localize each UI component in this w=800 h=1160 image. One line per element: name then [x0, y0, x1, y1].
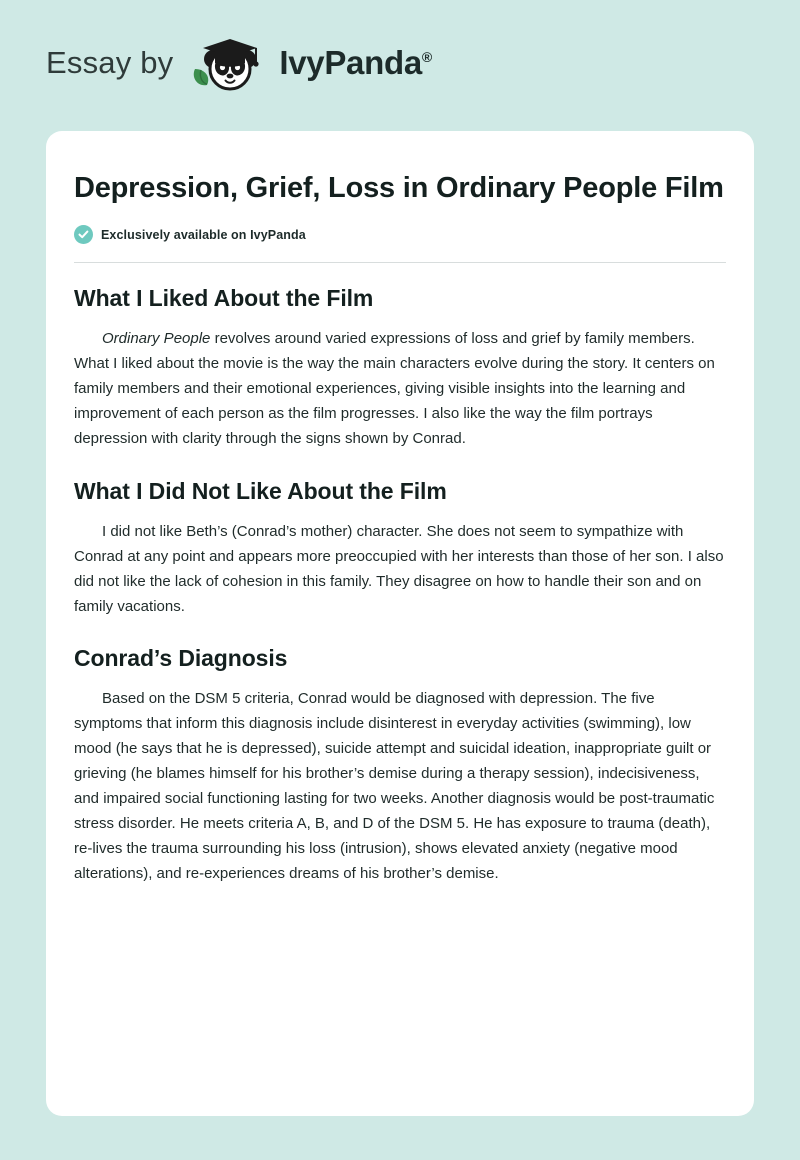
section-heading-disliked: What I Did Not Like About the Film [74, 477, 447, 504]
section-heading-diagnosis: Conrad’s Diagnosis [74, 644, 288, 671]
exclusive-badge [74, 225, 726, 244]
exclusive-label: Exclusively available on IvyPanda [101, 227, 306, 242]
page-title: Depression, Grief, Loss in Ordinary People Film [74, 172, 724, 204]
ivypanda-logo[interactable] [187, 33, 432, 93]
section-heading-liked: What I Liked About the Film [74, 285, 374, 312]
film-title-italic: Ordinary People [102, 330, 211, 348]
section-paragraph-disliked: I did not like Beth’s (Conrad’s mother) character. She does not seem to sympathize with Conrad at any point and appears more preoccupied with her interests than those of her son. I also did not like the lack of cohesion in this family. They disagree on how to handle their son and on family vacations. [74, 522, 724, 615]
brand-header [0, 0, 800, 88]
essay-by-label: Essay by [46, 45, 174, 80]
essay-card [46, 131, 754, 1116]
brand-name-text: IvyPanda [279, 44, 422, 81]
section-paragraph-diagnosis: Based on the DSM 5 criteria, Conrad would be diagnosed with depression. The five symptoms that inform this diagnosis include disinterest in everyday activities (swimming), low mood (he says that he is depressed), suicide attempt and suicidal ideation, inappropriate guilt or grieving (he blames himself for his brother’s demise during a therapy session), indecisiveness, and impaired social functioning lasting for two weeks. Another diagnosis would be post-traumatic stress disorder. He meets criteria A, B, and D of the DSM 5. He has exposure to trauma (death), re-lives the trauma surrounding his loss (intrusion), shows elevated anxiety (negative mood alterations), and re-experiences dreams of his brother’s demise. [74, 689, 715, 883]
panda-graduate-icon [187, 33, 273, 93]
registered-mark: ® [421, 49, 432, 65]
title-divider [74, 262, 726, 263]
check-circle-icon [74, 225, 93, 244]
section-paragraph-liked-text: revolves around varied expressions of loss and grief by family members. What I liked about the movie is the way the main characters evolve during the story. It centers on family members and their emotional experiences, giving visible insights into the learning and improvement of each person as the film progresses. I also like the way the film portrays depression with clarity through the signs shown by Conrad. [74, 330, 715, 448]
section-paragraph-liked [74, 326, 726, 451]
brand-name [279, 44, 432, 82]
